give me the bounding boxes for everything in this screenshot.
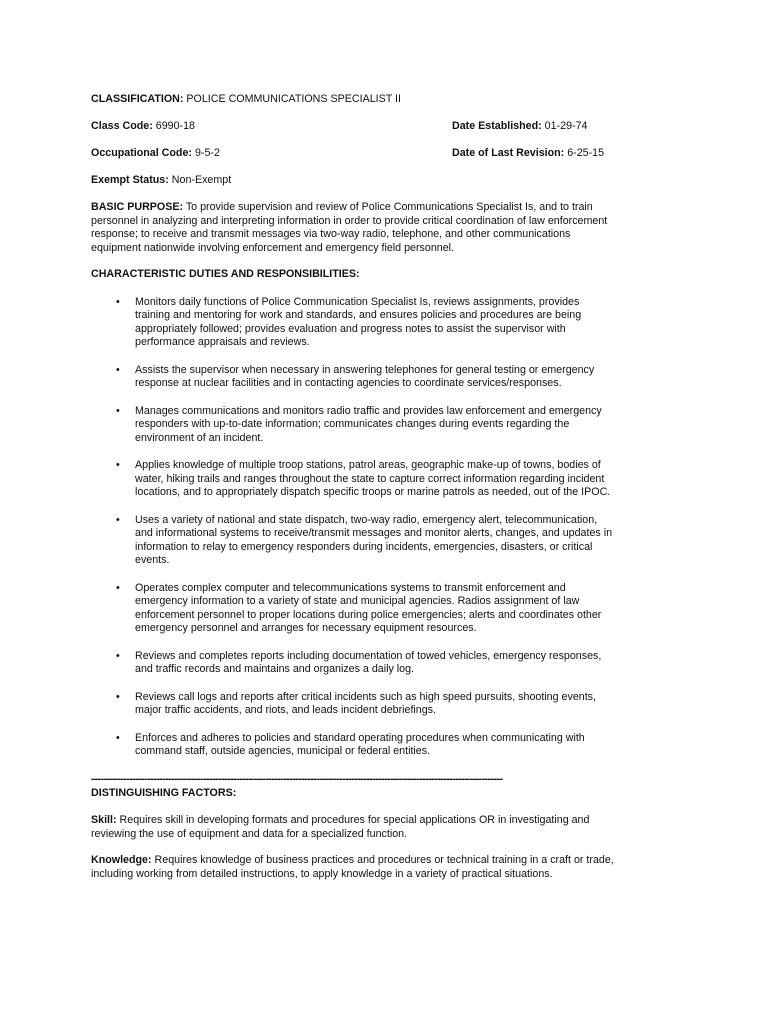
section-divider: -------------------------------------------------------------------------------------------------------------------------------------------: [91, 772, 503, 785]
duty-text: Enforces and adheres to policies and standard operating procedures when communicating with command staff, outside agencies, municipal or federal entities.: [135, 731, 585, 757]
duty-text: Manages communications and monitors radio traffic and provides law enforcement and emergency responders with up-to-date information; communicates changes during events regarding the environment of an incident.: [135, 404, 602, 444]
class-code-value: 6990-18: [155, 120, 195, 132]
list-item: [91, 405, 616, 446]
class-code-label: Class Code:: [91, 120, 153, 132]
bullet-icon: •: [116, 295, 120, 308]
duty-text: Reviews and completes reports including documentation of towed vehicles, emergency responses, and traffic records and maintains and organizes a daily log.: [135, 649, 602, 675]
duty-text: Monitors daily functions of Police Communication Specialist Is, reviews assignments, provides training and mentoring for work and standards, and ensures policies and procedures are being appropriately followed; provides evaluation and progress notes to assist the supervisor with performance appraisals and reviews.: [135, 295, 582, 348]
duty-text: Assists the supervisor when necessary in answering telephones for general testing or emergency response at nuclear facilities and in contacting agencies to coordinate services/responses.: [135, 363, 595, 389]
date-established-value: 01-29-74: [544, 120, 588, 132]
list-item: [91, 691, 616, 718]
classification-label: CLASSIFICATION:: [91, 93, 184, 105]
bullet-icon: •: [116, 513, 120, 526]
bullet-icon: •: [116, 404, 120, 417]
occupational-code-value: 9-5-2: [194, 147, 220, 159]
bullet-icon: •: [116, 459, 120, 471]
job-description: [91, 93, 616, 894]
bullet-icon: •: [116, 363, 120, 376]
date-last-revision: [452, 147, 604, 161]
distinguishing-heading: DISTINGUISHING FACTORS:: [91, 786, 237, 799]
exempt-status-label: Exempt Status:: [91, 174, 169, 186]
list-item: [91, 459, 616, 500]
bullet-icon: •: [116, 649, 120, 662]
class-code-row: [91, 120, 616, 134]
duties-list: [91, 296, 616, 759]
bullet-icon: •: [116, 731, 120, 744]
exempt-status-value: Non-Exempt: [171, 174, 232, 186]
skill-label: Skill:: [91, 814, 117, 826]
bullet-icon: •: [116, 581, 120, 594]
skill-paragraph: [91, 814, 616, 841]
basic-purpose-label: BASIC PURPOSE:: [91, 201, 184, 213]
duty-text: Operates complex computer and telecommunications systems to transmit enforcement and emergency information to a variety of state and municipal agencies. Radios assignment of law enforcement personnel to proper locations during police emergencies; alerts and coordinates other emergency personnel and arranges for necessary equipment resources.: [135, 581, 602, 634]
duty-text: Reviews call logs and reports after critical incidents such as high speed pursuits, shooting events, major traffic accidents, and riots, and leads incident debriefings.: [135, 690, 596, 716]
knowledge-label: Knowledge:: [91, 854, 152, 866]
duties-heading: CHARACTERISTIC DUTIES AND RESPONSIBILITIES:: [91, 268, 360, 280]
list-item: [91, 364, 616, 391]
duty-text: Uses a variety of national and state dispatch, two-way radio, emergency alert, telecommunication, and informational systems to receive/transmit messages and monitor alerts, changes, and updates in information to relay to emergency responders during incidents, emergencies, disasters, or critical events.: [135, 513, 613, 566]
classification-value: POLICE COMMUNICATIONS SPECIALIST II: [186, 93, 401, 105]
basic-purpose-text: To provide supervision and review of Police Communications Specialist Is, and to train personnel in analyzing and interpreting information in order to provide critical coordination of law enforcement response; to receive and transmit messages via two-way radio, telephone, and other communications equipment nationwide involving enforcement and emergency field personnel.: [91, 201, 608, 254]
exempt-status-row: [91, 174, 616, 188]
skill-text: Requires skill in developing formats and procedures for special applications OR in investigating and reviewing the use of equipment and data for a specialized function.: [91, 814, 590, 840]
list-item: [91, 514, 616, 568]
list-item: [91, 650, 616, 677]
knowledge-text: Requires knowledge of business practices and procedures or technical training in a craft or trade, including working from detailed instructions, to apply knowledge in a variety of practical situations.: [91, 854, 614, 880]
date-revision-value: 6-25-15: [567, 147, 605, 159]
bullet-icon: •: [116, 690, 120, 703]
list-item: [91, 582, 616, 636]
date-established-label: Date Established:: [452, 120, 542, 132]
occupational-code-label: Occupational Code:: [91, 147, 192, 159]
date-established: [452, 120, 587, 134]
knowledge-paragraph: [91, 854, 616, 881]
classification-row: [91, 93, 616, 107]
basic-purpose: [91, 201, 616, 255]
date-revision-label: Date of Last Revision:: [452, 147, 565, 159]
list-item: [91, 732, 616, 759]
occupational-code-row: [91, 147, 616, 161]
duty-text: Applies knowledge of multiple troop stations, patrol areas, geographic make-up of towns, bodies of water, hiking trails and ranges throughout the state to capture correct information regarding incident locations, and to appropriately dispatch specific troops or marine patrols as needed, out of the IPOC.: [135, 459, 611, 498]
list-item: [91, 296, 616, 350]
